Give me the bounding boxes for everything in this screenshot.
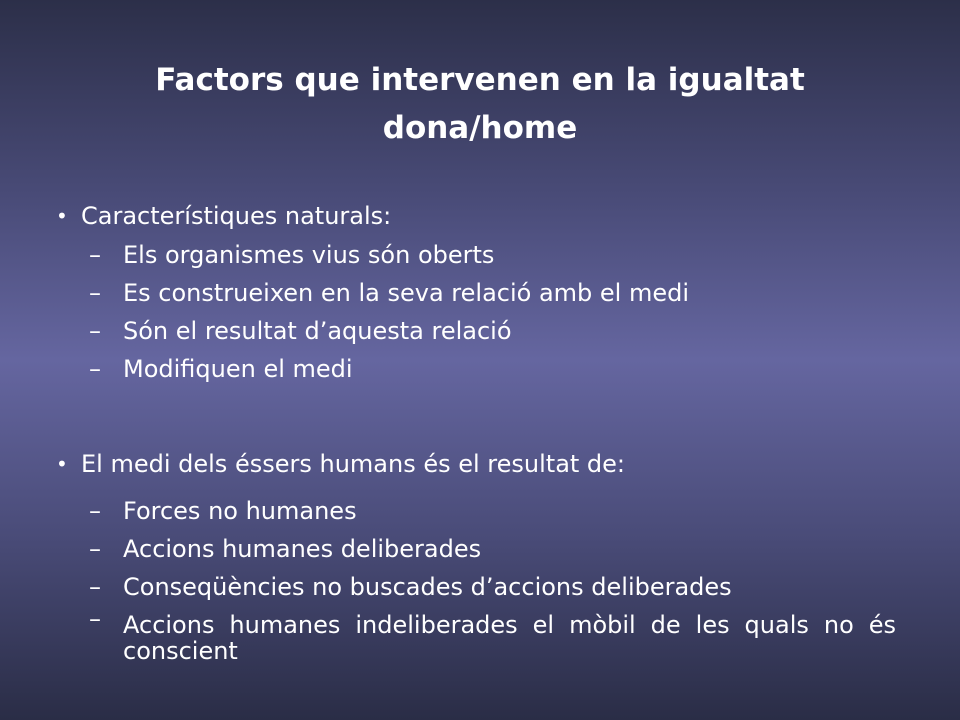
sub-item xyxy=(56,236,896,274)
dash-icon: – xyxy=(89,497,101,525)
bullet-human-environment xyxy=(56,444,896,484)
bullet-spacer xyxy=(56,388,896,444)
sub-item xyxy=(56,350,896,388)
sub-item xyxy=(56,568,896,606)
sub-item-label: Accions humanes deliberades xyxy=(123,535,482,563)
sub-item-label: Modifiquen el medi xyxy=(123,355,353,383)
dash-icon: – xyxy=(89,605,101,633)
sub-item xyxy=(56,606,896,664)
sub-item-label: Forces no humanes xyxy=(123,497,357,525)
sub-item-label: Conseqüències no buscades d’accions deliberades xyxy=(123,573,732,601)
bullet-label: Característiques naturals: xyxy=(81,202,392,230)
bullet-label: El medi dels éssers humans és el resultat de: xyxy=(81,450,626,478)
slide-body xyxy=(56,196,896,664)
slide-title-line-2: dona/home xyxy=(382,110,578,146)
sub-item-label: Es construeixen en la seva relació amb el medi xyxy=(123,279,690,307)
slide-title-line-1: Factors que intervenen en la igualtat xyxy=(155,62,805,98)
dash-icon: – xyxy=(89,355,101,383)
dash-icon: – xyxy=(89,317,101,345)
sub-item-label: Accions humanes indeliberades el mòbil de les quals no és conscient xyxy=(123,611,896,665)
sub-item-label: Són el resultat d’aquesta relació xyxy=(123,317,512,345)
sub-list-spacer xyxy=(56,484,896,492)
sub-item xyxy=(56,312,896,350)
dash-icon: – xyxy=(89,573,101,601)
sub-item xyxy=(56,274,896,312)
dash-icon: – xyxy=(89,535,101,563)
dash-icon: – xyxy=(89,279,101,307)
sub-item xyxy=(56,530,896,568)
slide-title xyxy=(0,56,960,152)
bullet-icon: • xyxy=(56,452,68,476)
bullet-natural-characteristics xyxy=(56,196,896,236)
sub-item-label: Els organismes vius són oberts xyxy=(123,241,495,269)
bullet-icon: • xyxy=(56,204,68,228)
dash-icon: – xyxy=(89,241,101,269)
sub-item xyxy=(56,492,896,530)
